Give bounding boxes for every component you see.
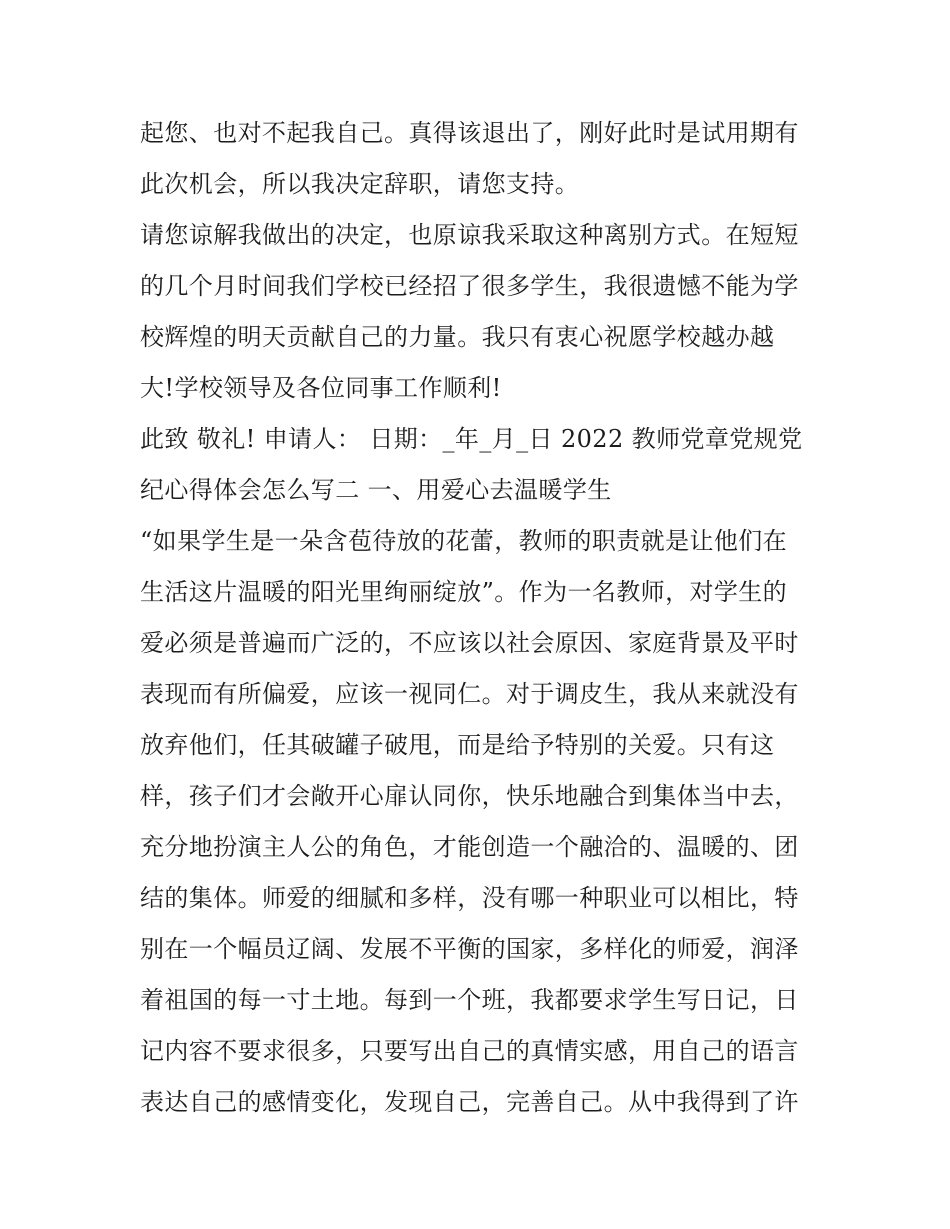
text-line: 校辉煌的明天贡献自己的力量。我只有衷心祝愿学校越办越 [140,323,775,351]
text-line: 纪心得体会怎么写二 一、用爱心去温暖学生 [140,476,612,504]
body-text [140,108,820,1128]
text-line: 结的集体。师爱的细腻和多样，没有哪一种职业可以相比，特 [140,884,799,912]
text-line: 的几个月时间我们学校已经招了很多学生，我很遗憾不能为学 [140,272,799,300]
text-line: 表现而有所偏爱，应该一视同仁。对于调皮生，我从来就没有 [140,680,799,708]
text-line: 起您、也对不起我自己。真得该退出了，刚好此时是试用期有 [140,119,799,147]
text-line: 别在一个幅员辽阔、发展不平衡的国家，多样化的师爱，润泽 [140,935,799,963]
text-line: 样，孩子们才会敞开心扉认同你，快乐地融合到集体当中去， [140,782,799,810]
text-line: 此致 敬礼! 申请人： 日期：_年_月_日 2022 教师党章党规党 [140,425,803,453]
text-line: 表达自己的感情变化，发现自己，完善自己。从中我得到了许 [140,1088,799,1116]
text-line: 记内容不要求很多，只要写出自己的真情实感，用自己的语言 [140,1037,799,1065]
text-line: 大!学校领导及各位同事工作顺利! [140,374,502,402]
text-line: 着祖国的每一寸土地。每到一个班，我都要求学生写日记，日 [140,986,799,1014]
text-line: 放弃他们，任其破罐子破甩，而是给予特别的关爱。只有这 [140,731,775,759]
text-line: “如果学生是一朵含苞待放的花蕾，教师的职责就是让他们在 [140,527,788,555]
text-line: 生活这片温暖的阳光里绚丽绽放”。作为一名教师，对学生的 [140,578,788,606]
text-line: 请您谅解我做出的决定，也原谅我采取这种离别方式。在短短 [140,221,799,249]
text-line: 爱必须是普遍而广泛的，不应该以社会原因、家庭背景及平时 [140,629,799,657]
text-line: 充分地扮演主人公的角色，才能创造一个融洽的、温暖的、团 [140,833,799,861]
text-line: 此次机会，所以我决定辞职，请您支持。 [140,170,580,198]
